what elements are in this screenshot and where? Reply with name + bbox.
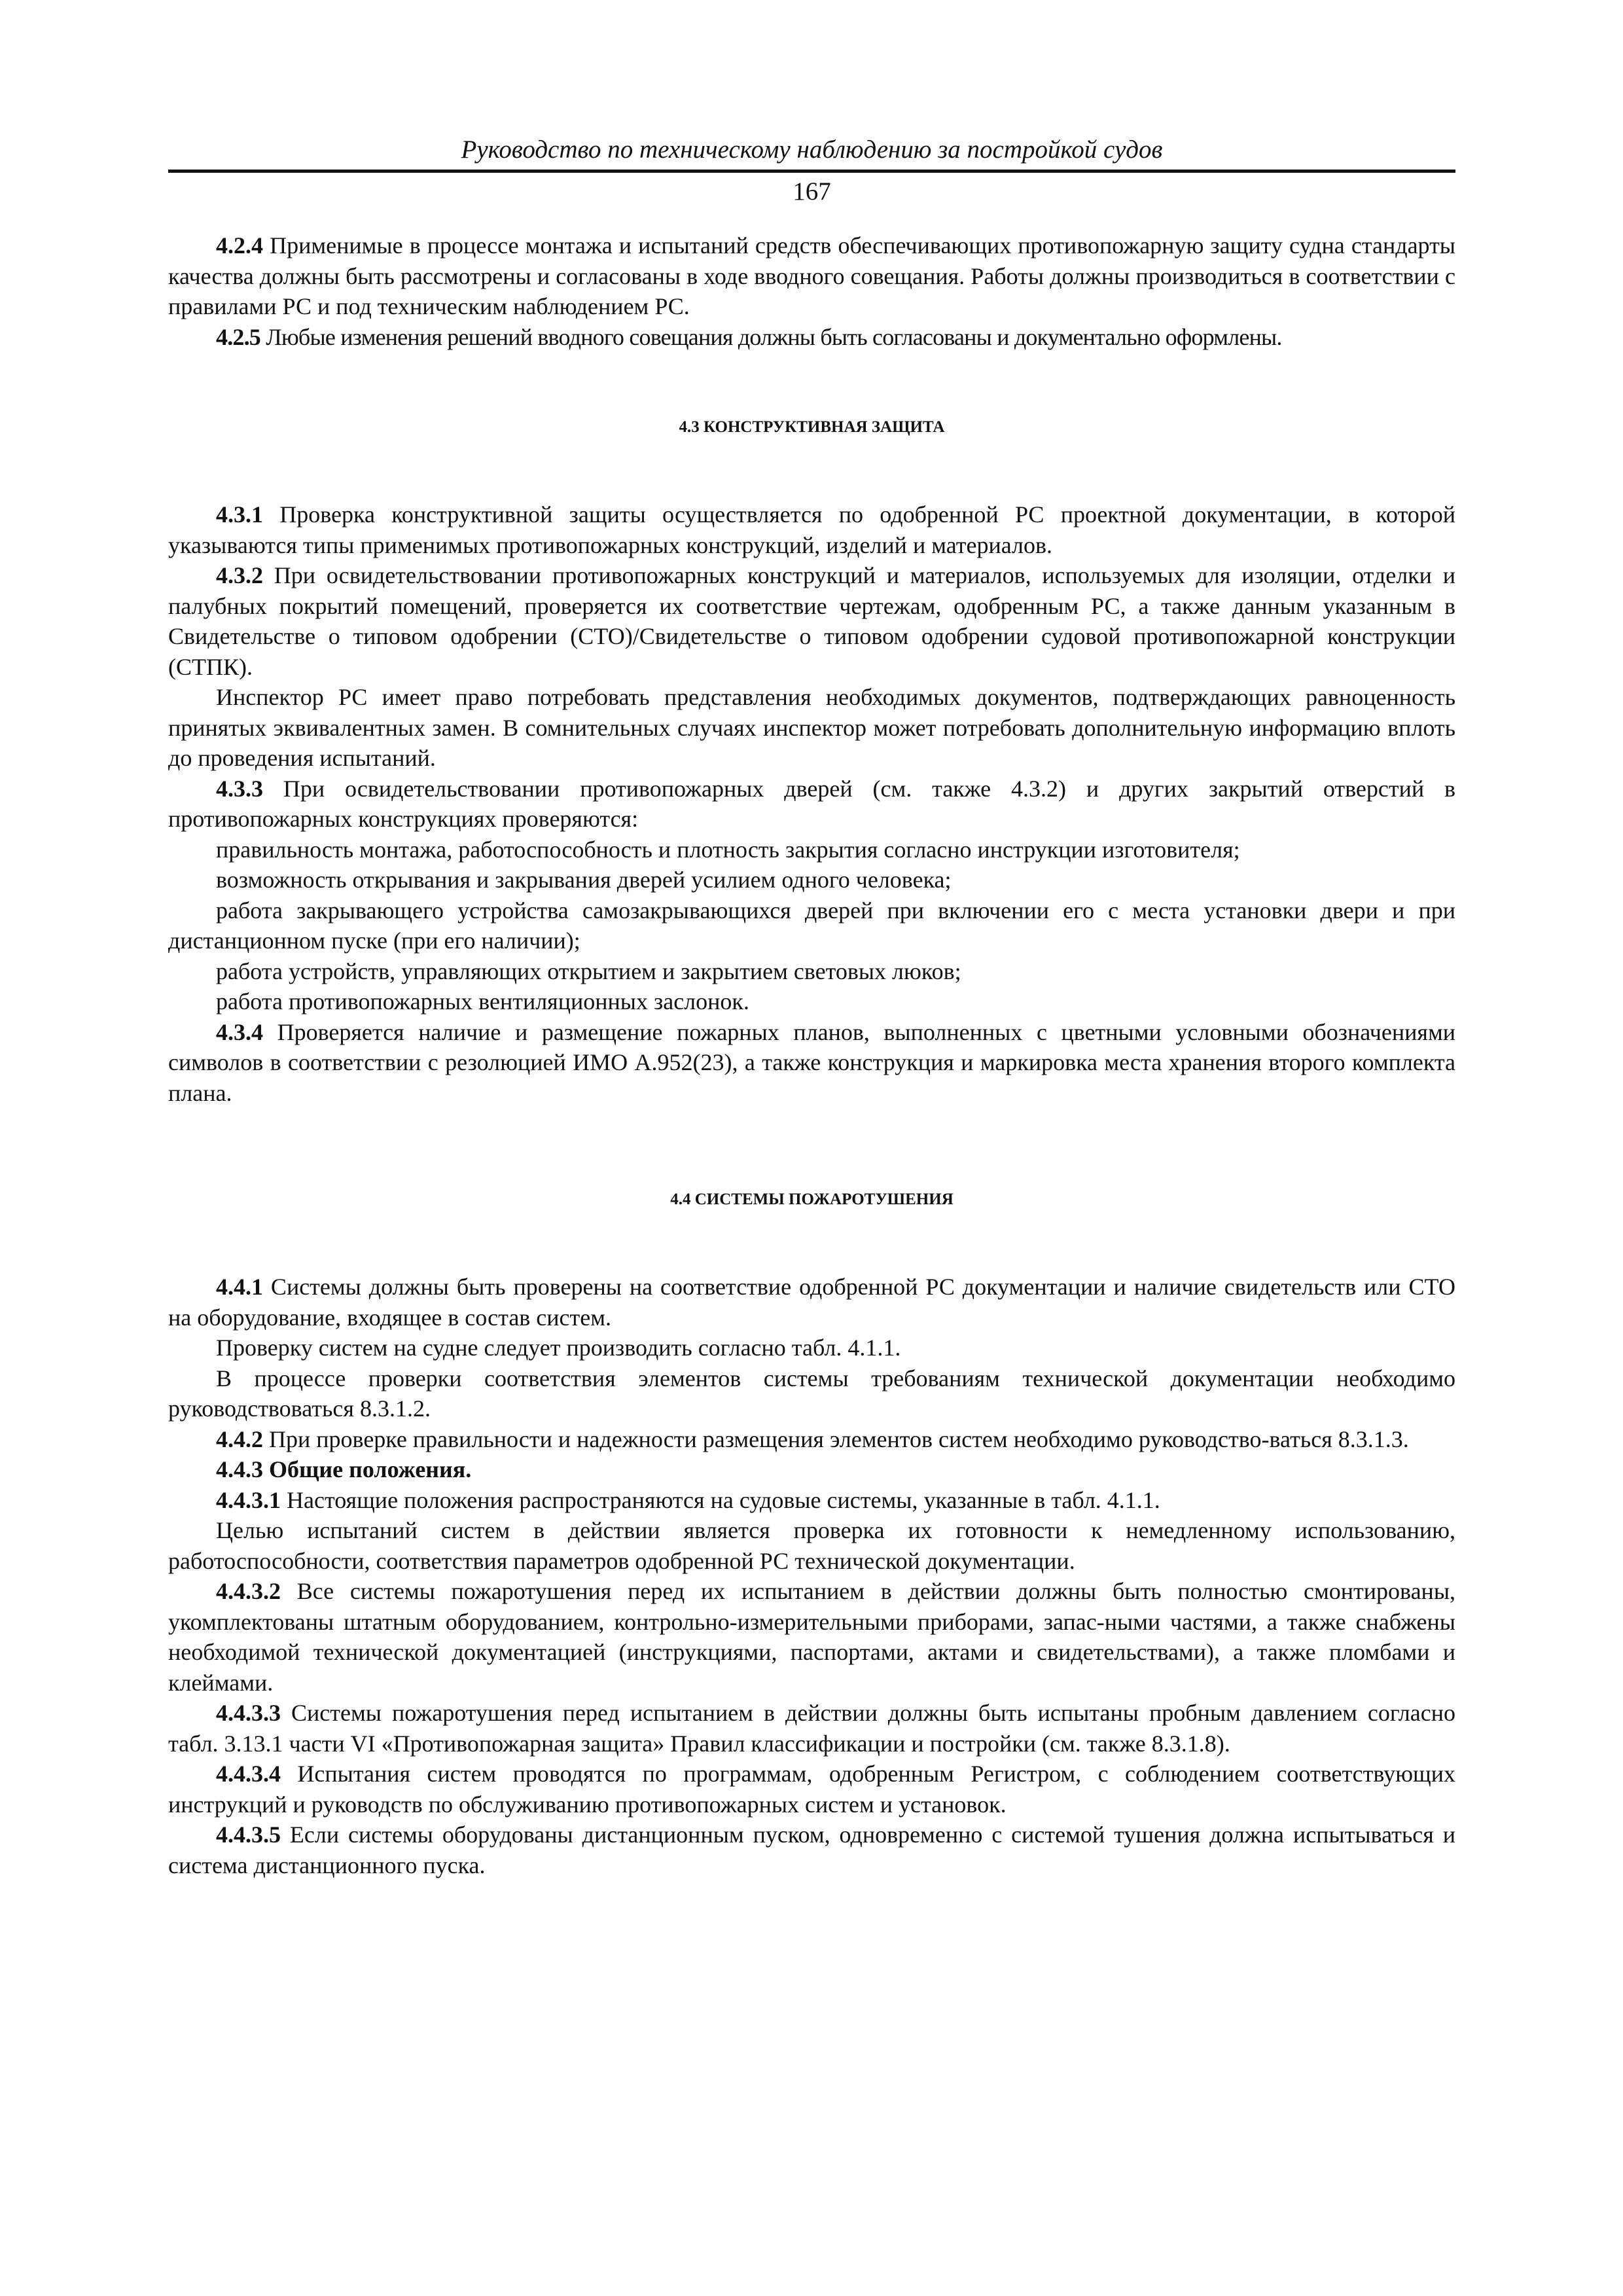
clause-number: 4.3.4	[216, 1018, 263, 1045]
paragraph-text: Испытания систем проводятся по программам, одобренным Регистром, с соблюдением соответствующих инструкций и руководств по обслуживанию противопожарных систем и установок.	[168, 1761, 1455, 1818]
paragraph-4-4-3-4	[168, 1759, 1455, 1820]
header-rule	[168, 170, 1455, 173]
clause-number: 4.4.3.4	[216, 1761, 281, 1787]
clause-number: 4.4.3.3	[216, 1700, 281, 1726]
list-item: возможность открывания и закрывания дверей усилием одного человека;	[216, 867, 952, 893]
paragraph-text: Любые изменения решений вводного совещания должны быть согласованы и документально оформлены.	[260, 323, 1282, 350]
paragraph-text: При освидетельствовании противопожарных дверей (см. также 4.3.2) и других закрытий отверстий в противопожарных конструкциях проверяются:	[168, 775, 1455, 832]
subsection-heading-4-4-3	[168, 1454, 1455, 1485]
paragraph-4-3-2	[168, 560, 1455, 682]
paragraph-purpose: Целью испытаний систем в действии является проверка их готовности к немедленному использованию, работоспособности, соответствия параметров одобренной РС технической документации.	[168, 1517, 1455, 1574]
section-heading-4-3: 4.3 КОНСТРУКТИВНАЯ ЗАЩИТА	[679, 418, 945, 436]
paragraph-inspector: Инспектор РС имеет право потребовать представления необходимых документов, подтверждающих равноценность принятых эквивалентных замен. В сомнительных случаях инспектор может потребовать дополнительную информацию вплоть до проведения испытаний.	[168, 684, 1455, 771]
paragraph-text: Проверяется наличие и размещение пожарных планов, выполненных с цветными условными обозначениями символов в соответствии с резолюцией ИМО А.952(23), а также конструкция и маркировка места хранения второго комплекта плана.	[168, 1018, 1455, 1106]
paragraph-4-4-3-2	[168, 1576, 1455, 1698]
clause-number: 4.4.3.5	[216, 1821, 281, 1848]
paragraph-4-3-4	[168, 1017, 1455, 1109]
paragraph-text: Проверка конструктивной защиты осуществляется по одобренной РС проектной документации, в которой указываются типы применимых противопожарных конструкций, изделий и материалов.	[168, 501, 1455, 558]
page-number: 167	[793, 177, 831, 206]
clause-number: 4.4.3.1	[216, 1486, 281, 1513]
clause-number: 4.3.2	[216, 562, 263, 588]
paragraph-text: Системы пожаротушения перед испытанием в действии должны быть испытаны пробным давлением согласно табл. 3.13.1 части VI «Противопожарная защита» Правил классификации и постройки (см. также 8.3.1.8).	[168, 1700, 1455, 1757]
paragraph-text: Все системы пожаротушения перед их испытанием в действии должны быть полностью смонтированы, укомплектованы штатным оборудованием, контрольно-измерительными приборами, запас-ными частями, а также снабжены необходимой технической документацией (инструкциями, паспортами, актами и свидетельствами), а также пломбами и клеймами.	[168, 1578, 1455, 1696]
document-page	[168, 134, 1455, 1880]
paragraph-text: Системы должны быть проверены на соответствие одобренной РС документации и наличие свидетельств или СТО на оборудование, входящее в состав систем.	[168, 1274, 1455, 1331]
paragraph-4-3-3	[168, 774, 1455, 834]
list-item: работа противопожарных вентиляционных заслонок.	[216, 988, 749, 1014]
paragraph-text: Настоящие положения распространяются на судовые системы, указанные в табл. 4.1.1.	[281, 1486, 1160, 1513]
clause-number: 4.4.3.2	[216, 1578, 281, 1604]
paragraph-4-3-1	[168, 499, 1455, 560]
clause-number: 4.3.1	[216, 501, 263, 528]
subsection-title: Общие положения.	[263, 1456, 472, 1482]
paragraph-4-4-3-1	[168, 1485, 1455, 1516]
clause-number: 4.4.3	[216, 1456, 263, 1482]
paragraph-4-2-5	[168, 322, 1455, 353]
paragraph-4-4-3-5	[168, 1820, 1455, 1880]
paragraph-4-4-1	[168, 1272, 1455, 1333]
clause-number: 4.3.3	[216, 775, 263, 802]
clause-number: 4.4.1	[216, 1274, 263, 1300]
clause-number: 4.2.4	[216, 232, 263, 259]
list-item: работа устройств, управляющих открытием и закрытием световых люков;	[216, 958, 961, 984]
running-title: Руководство по техническому наблюдению за постройкой судов	[461, 135, 1163, 164]
paragraph-text: Если системы оборудованы дистанционным пуском, одновременно с системой тушения должна испытываться и система дистанционного пуска.	[168, 1821, 1455, 1878]
paragraph-4-4-2	[168, 1424, 1455, 1455]
paragraph-4-4-3-3	[168, 1698, 1455, 1759]
paragraph-check-elements: В процессе проверки соответствия элементов системы требованиям технической документации необходимо руководствоваться 8.3.1.2.	[168, 1365, 1455, 1422]
paragraph-text: Применимые в процессе монтажа и испытаний средств обеспечивающих противопожарную защиту судна стандарты качества должны быть рассмотрены и согласованы в ходе вводного совещания. Работы должны производиться в соответствии с правилами РС и под техническим наблюдением РС.	[168, 232, 1455, 319]
list-item: работа закрывающего устройства самозакрывающихся дверей при включении его с места установки двери и при дистанционном пуске (при его наличии);	[168, 897, 1455, 954]
paragraph-text: При освидетельствовании противопожарных конструкций и материалов, используемых для изоляции, отделки и палубных покрытий помещений, проверяется их соответствие чертежам, одобренным РС, а также данным указанным в Свидетельстве о типовом одобрении (СТО)/Свидетельстве о типовом одобрении судовой противопожарной конструкции (СТПК).	[168, 562, 1455, 680]
list-item: правильность монтажа, работоспособность и плотность закрытия согласно инструкции изготовителя;	[216, 836, 1240, 863]
section-heading-4-4: 4.4 СИСТЕМЫ ПОЖАРОТУШЕНИЯ	[670, 1191, 954, 1208]
paragraph-check-systems: Проверку систем на судне следует производить согласно табл. 4.1.1.	[216, 1335, 901, 1361]
paragraph-text: При проверке правильности и надежности размещения элементов систем необходимо руководство-ваться 8.3.1.3.	[263, 1426, 1409, 1452]
paragraph-4-2-4	[168, 230, 1455, 322]
clause-number: 4.4.2	[216, 1426, 263, 1452]
clause-number: 4.2.5	[216, 323, 261, 350]
